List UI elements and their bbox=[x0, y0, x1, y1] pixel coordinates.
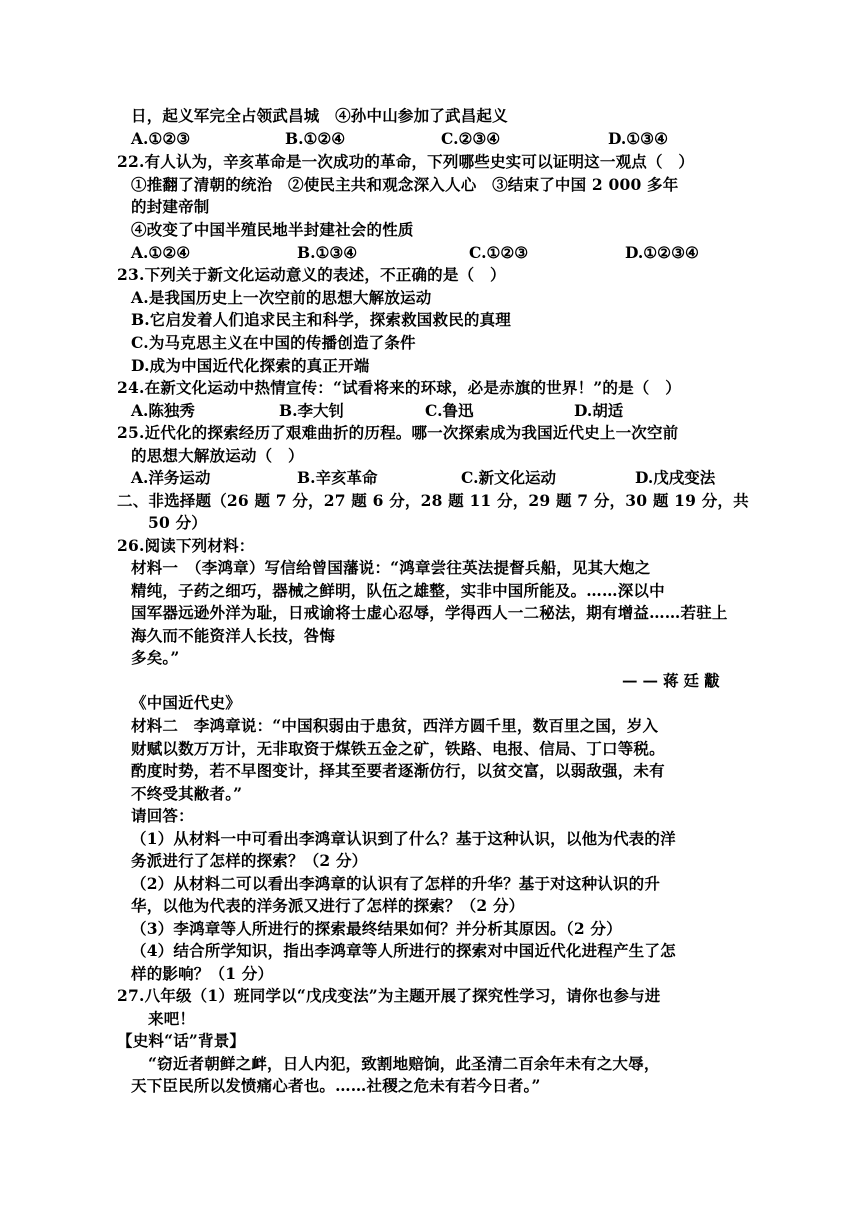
section2-heading-line1: 二、非选择题（26 题 7 分，27 题 6 分，28 题 11 分，29 题 7 分，30 题 19 分，共 bbox=[117, 491, 749, 510]
q27-stem-line2: 来吧！ bbox=[148, 1009, 196, 1028]
q26-source-book: 《中国近代史》 bbox=[131, 693, 241, 712]
q26-subq3: （3）李鸿章等人所进行的探索最终结果如何？并分析其原因。（2 分） bbox=[131, 919, 622, 938]
q22-line2: ①推翻了清朝的统治 ②使民主共和观念深入人心 ③结束了中国 2 000 多年 bbox=[131, 175, 679, 194]
q24-option-b: B.李大钊 bbox=[279, 401, 344, 420]
q22-option-a: A.①②④ bbox=[131, 243, 191, 262]
q22-stem: 22.有人认为，辛亥革命是一次成功的革命，下列哪些史实可以证明这一观点（ ） bbox=[117, 152, 695, 171]
q26-ask: 请回答： bbox=[131, 806, 194, 825]
q23-option-d: D.成为中国近代化探索的真正开端 bbox=[131, 356, 370, 375]
q22-option-b: B.①③④ bbox=[297, 243, 358, 262]
q21-option-b: B.①②④ bbox=[285, 129, 346, 148]
q26-material2-line3: 酌度时势，若不早图变计，择其至要者逐渐仿行，以贫交富，以弱敌强，未有 bbox=[131, 761, 665, 780]
q24-option-a: A.陈独秀 bbox=[131, 401, 195, 420]
q26-subq2-line2: 华，以他为代表的洋务派又进行了怎样的探索？（2 分） bbox=[131, 896, 525, 915]
q26-material1-line4: 海久而不能资洋人长技，咎悔 bbox=[131, 626, 336, 645]
q25-option-b: B.辛亥革命 bbox=[297, 468, 378, 487]
q23-stem: 23.下列关于新文化运动意义的表述，不正确的是（ ） bbox=[117, 265, 506, 284]
q21-tail: 日，起义军完全占领武昌城 ④孙中山参加了武昌起义 bbox=[131, 106, 508, 125]
q25-option-a: A.洋务运动 bbox=[131, 468, 211, 487]
q26-material1-line1: 材料一 （李鸿章）写信给曾国藩说：“鸿章尝往英法提督兵船，见其大炮之 bbox=[131, 558, 651, 577]
q26-material2-line4: 不终受其敝者。” bbox=[131, 784, 243, 803]
q24-option-d: D.胡适 bbox=[574, 401, 624, 420]
q26-subq1-line1: （1）从材料一中可看出李鸿章认识到了什么？基于这种认识，以他为代表的洋 bbox=[131, 829, 676, 848]
q26-subq4-line1: （4）结合所学知识，指出李鸿章等人所进行的探索对中国近代化进程产生了怎 bbox=[131, 941, 676, 960]
q26-material2-line1: 材料二 李鸿章说：“中国积弱由于患贫，西洋方圆千里，数百里之国，岁入 bbox=[131, 716, 659, 735]
q21-option-d: D.①③④ bbox=[608, 129, 668, 148]
q22-option-d: D.①②③④ bbox=[625, 243, 699, 262]
q27-section-heading: 【史料“话”背景】 bbox=[117, 1031, 246, 1050]
q24-option-c: C.鲁迅 bbox=[425, 401, 474, 420]
q27-quote-line2: 天下臣民所以发愤痛心者也。……社稷之危未有若今日者。” bbox=[131, 1076, 541, 1095]
q26-material2-line2: 财赋以数万万计，无非取资于煤铁五金之矿，铁路、电报、信局、丁口等税。 bbox=[131, 739, 665, 758]
q23-option-b: B.它启发着人们追求民主和科学，探索救国救民的真理 bbox=[131, 310, 511, 329]
q21-option-a: A.①②③ bbox=[131, 129, 191, 148]
q26-material1-line3: 国军器远逊外洋为耻，日戒谕将士虚心忍辱，学得西人一二秘法，期有增益……若驻上 bbox=[131, 603, 728, 622]
q22-line4: ④改变了中国半殖民地半封建社会的性质 bbox=[131, 220, 414, 239]
q25-stem-line2: 的思想大解放运动（ ） bbox=[131, 446, 304, 465]
q26-subq4-line2: 样的影响？（1 分） bbox=[131, 964, 274, 983]
q25-option-d: D.戊戌变法 bbox=[635, 468, 716, 487]
q21-option-c: C.②③④ bbox=[441, 129, 501, 148]
q22-line3: 的封建帝制 bbox=[131, 197, 210, 216]
q27-stem-line1: 27.八年级（1）班同学以“戊戌变法”为主题开展了探究性学习，请你也参与进 bbox=[117, 986, 661, 1005]
q26-material1-line5: 多矣。” bbox=[131, 648, 180, 667]
q24-stem: 24.在新文化运动中热情宣传：“试看将来的环球，必是赤旗的世界！”的是（ ） bbox=[117, 378, 681, 397]
section2-heading-line2: 50 分） bbox=[148, 513, 207, 532]
q22-option-c: C.①②③ bbox=[469, 243, 529, 262]
q26-subq2-line1: （2）从材料二可以看出李鸿章的认识有了怎样的升华？基于对这种认识的升 bbox=[131, 874, 661, 893]
q26-intro: 26.阅读下列材料： bbox=[117, 536, 255, 555]
q26-source-author: ——蒋廷黻 bbox=[622, 671, 725, 690]
q25-stem-line1: 25.近代化的探索经历了艰难曲折的历程。哪一次探索成为我国近代史上一次空前 bbox=[117, 423, 679, 442]
q26-subq1-line2: 务派进行了怎样的探索？（2 分） bbox=[131, 851, 368, 870]
q26-material1-line2: 精纯，子药之细巧，器械之鲜明，队伍之雄整，实非中国所能及。……深以中 bbox=[131, 581, 665, 600]
q25-option-c: C.新文化运动 bbox=[461, 468, 556, 487]
q23-option-c: C.为马克思主义在中国的传播创造了条件 bbox=[131, 333, 416, 352]
q27-quote-line1: “窃近者朝鲜之衅，日人内犯，致割地赔饷，此圣清二百余年未有之大辱， bbox=[148, 1054, 660, 1073]
q23-option-a: A.是我国历史上一次空前的思想大解放运动 bbox=[131, 288, 432, 307]
